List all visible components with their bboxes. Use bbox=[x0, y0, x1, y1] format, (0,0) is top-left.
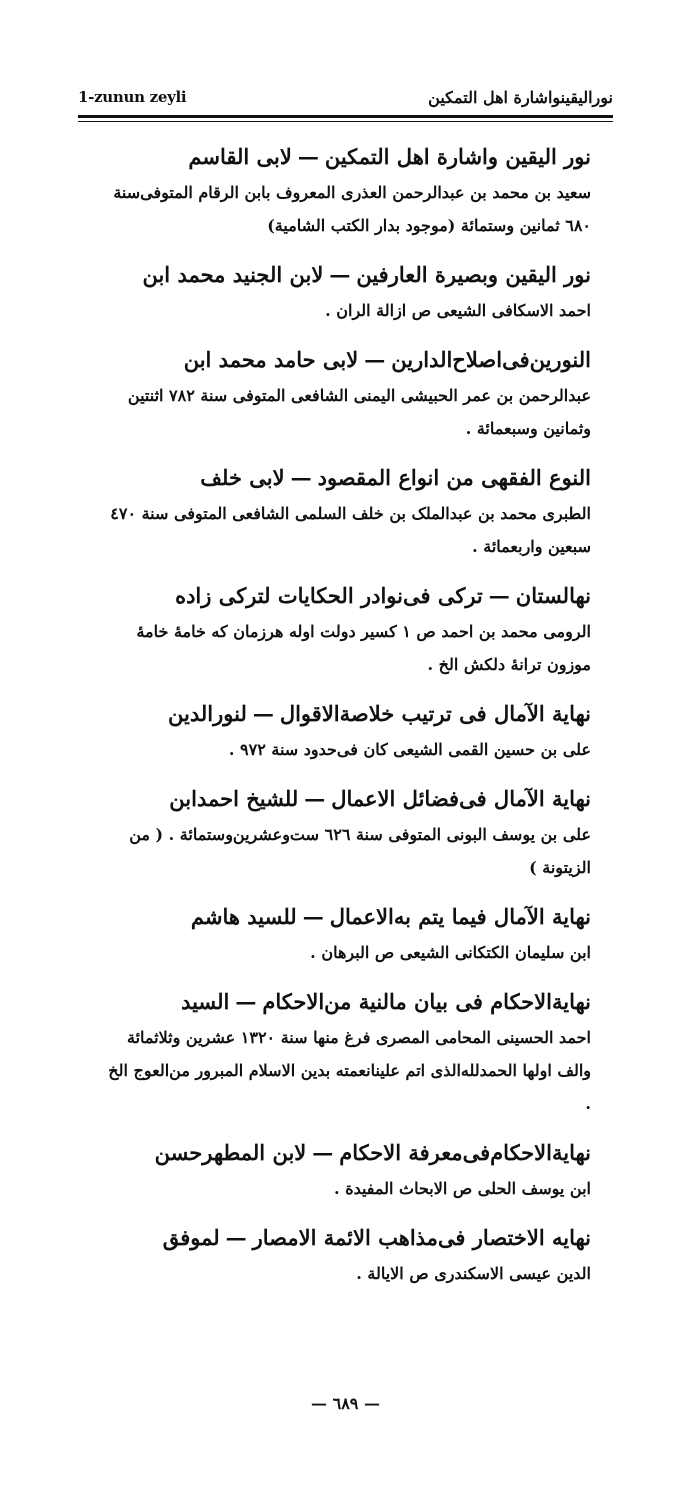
entry-title: نهالستان bbox=[515, 583, 591, 608]
entry-title-rest: لابی حامد محمد ابن bbox=[183, 347, 359, 372]
entry-separator: — bbox=[304, 786, 326, 811]
entry-title: نهایة الآمال فی ترتیب خلاصة‌الاقوال bbox=[279, 701, 591, 726]
entry bbox=[100, 695, 591, 766]
entry-title-rest: لابن الجنید محمد ابن bbox=[142, 262, 324, 287]
entry-body: احمد الاسکافی الشیعی ص ازالة الران . bbox=[325, 301, 591, 320]
entry-separator: — bbox=[488, 583, 510, 608]
entry-separator: — bbox=[364, 347, 386, 372]
entry-separator: — bbox=[329, 262, 351, 287]
entry-body: الرومی محمد بن احمد ص ١ کسیر دولت اوله هرزمان که خامهٔ خامهٔ موزون ترانهٔ دلکش الخ . bbox=[136, 622, 591, 674]
header-left-label: 1-zunun zeyli bbox=[78, 88, 187, 106]
entry-title-rest: لنورالدین bbox=[168, 701, 247, 726]
entry-separator: — bbox=[225, 1225, 247, 1250]
entry bbox=[100, 983, 591, 1120]
entry bbox=[100, 256, 591, 327]
entry-title-rest: السید bbox=[181, 989, 230, 1014]
entry bbox=[100, 138, 591, 242]
entry-title: النورین‌فی‌اصلاح‌الدارین bbox=[391, 347, 591, 372]
entry-separator: — bbox=[252, 701, 274, 726]
entry-body: سعید بن محمد بن عبدالرحمن العذری المعروف بابن الرقام المتوفی‌سنة ٦٨٠ ثمانین وستمائة (موجود بدار الکتب الشامیة) bbox=[113, 183, 591, 235]
entry-body: الطبری محمد بن عبدالملک بن خلف السلمی الشافعی المتوفی سنة ٤٧٠ سبعین واربعمائة . bbox=[110, 504, 591, 556]
entry-title: النوع الفقهی من انواع المقصود bbox=[317, 465, 591, 490]
entry-separator: — bbox=[302, 904, 324, 929]
entry-body: علی بن یوسف البونی المتوفی سنة ٦٢٦ ست‌وعشرین‌وستمائة . ( من الزیتونة ) bbox=[129, 825, 591, 877]
entry-title: نهایةالاحکام فی بیان مالنیة من‌الاحکام bbox=[262, 989, 591, 1014]
running-header bbox=[78, 82, 613, 112]
entry bbox=[100, 577, 591, 681]
entry bbox=[100, 341, 591, 445]
entry-title-rest: لابی خلف bbox=[200, 465, 285, 490]
entry-title-rest: ترکی فی‌نوادر الحکایات لترکی زاده bbox=[175, 583, 483, 608]
entry bbox=[100, 459, 591, 563]
entry-title-rest: للشیخ احمدابن bbox=[169, 786, 299, 811]
entry bbox=[100, 1134, 591, 1205]
entry-body: ابن یوسف الحلی ص الابحاث المفیدة . bbox=[334, 1179, 591, 1198]
entries-list bbox=[100, 138, 591, 1304]
entry-title: نهایة الآمال فیما یتم به‌الاعمال bbox=[329, 904, 591, 929]
page-number: — ٦٨٩ — bbox=[311, 1394, 380, 1413]
entry-title: نهایه الاختصار فی‌مذاهب الائمة الامصار bbox=[252, 1225, 591, 1250]
entry-title-rest: لموفق bbox=[162, 1225, 220, 1250]
entry-body: احمد الحسینی المحامی المصری فرغ منها سنة ١٣٢٠ عشرین وثلاثمائة والف اولها الحمدلله‌الذی اتم علینانعمته بدین الاسلام المبرور من‌العوج الخ . bbox=[108, 1028, 591, 1113]
entry-body: ابن سلیمان الکتکانی الشیعی ص البرهان . bbox=[310, 943, 591, 962]
entry-title: نهایةالاحکام‌فی‌معرفة الاحکام bbox=[339, 1140, 591, 1165]
entry-title: نهایة الآمال فی‌فضائل الاعمال bbox=[331, 786, 591, 811]
entry-separator: — bbox=[235, 989, 257, 1014]
entry-body: عبدالرحمن بن عمر الحبیشی الیمنی الشافعی المتوفی سنة ٧٨٢ اثنتین وثمانین وسبعمائة . bbox=[127, 386, 591, 438]
entry bbox=[100, 780, 591, 884]
entry-body: الدین عیسی الاسکندری ص الایالة . bbox=[356, 1264, 591, 1283]
entry bbox=[100, 1219, 591, 1290]
entry-title-rest: لابی القاسم bbox=[188, 144, 292, 169]
entry-title: نور الیقین واشارة اهل التمکین bbox=[324, 144, 591, 169]
entry-separator: — bbox=[290, 465, 312, 490]
entry-separator: — bbox=[312, 1140, 334, 1165]
entry-separator: — bbox=[297, 144, 319, 169]
entry-title-rest: للسید هاشم bbox=[190, 904, 297, 929]
entry-title-rest: لابن المطهرحسن bbox=[154, 1140, 307, 1165]
entry-body: علی بن حسین القمی الشیعی کان فی‌حدود سنة ٩٧٢ . bbox=[228, 740, 591, 759]
header-right-label: نورالیقینواشارة اهل التمکین bbox=[428, 87, 613, 107]
header-rule-thick bbox=[78, 115, 613, 118]
entry bbox=[100, 898, 591, 969]
header-rule-thin bbox=[78, 121, 613, 122]
entry-title: نور الیقین وبصیرة العارفین bbox=[356, 262, 591, 287]
